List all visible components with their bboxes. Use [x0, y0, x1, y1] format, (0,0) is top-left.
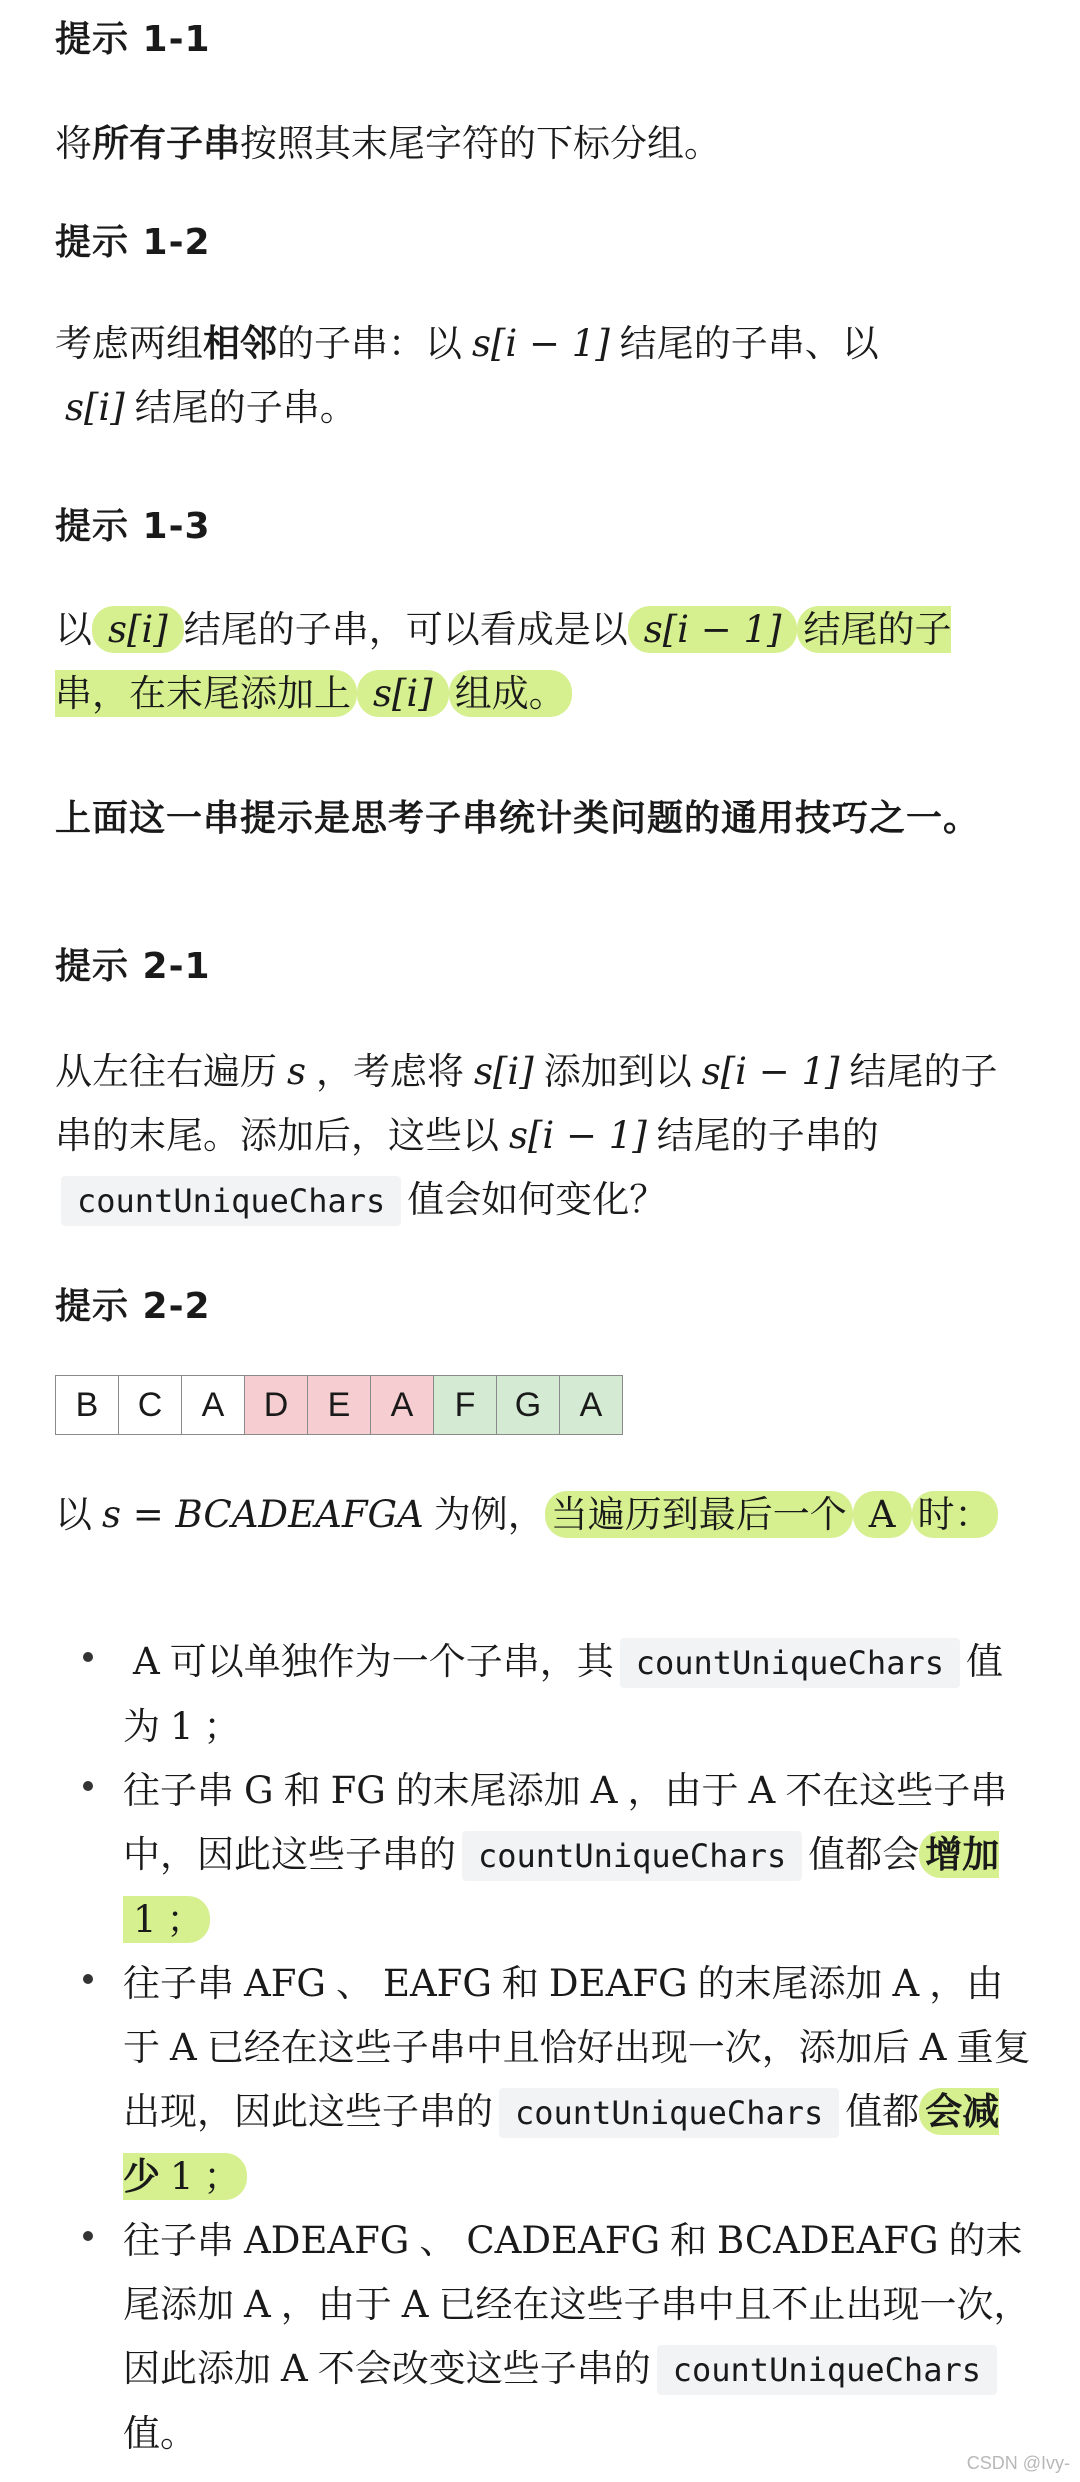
- char-cell: A: [560, 1376, 623, 1435]
- char-cell: E: [308, 1376, 371, 1435]
- list-item: 往子串 G 和 FG 的末尾添加 A ，由于 A 不在这些子串中，因此这些子串的 countUniqueChars 值都会 增加1 ；: [55, 1759, 1035, 1952]
- hint-1-2-text: 考虑两组相邻的子串：以 s[i − 1] 结尾的子串、以 s[i] 结尾的子串。: [55, 322, 879, 429]
- summary-heading: 上面这一串提示是思考子串统计类问题的通用技巧之一。: [55, 798, 981, 839]
- hint-heading-1-3: 提示 1-3: [55, 506, 211, 547]
- char-cell: D: [245, 1376, 308, 1435]
- list-item: A 可以单独作为一个子串，其 countUniqueChars 值为 1 ；: [55, 1630, 1035, 1759]
- char-cell: C: [119, 1376, 182, 1435]
- list-item: 往子串 ADEAFG 、 CADEAFG 和 BCADEAFG 的末尾添加 A ，由于 A 已经在这些子串中且不止出现一次，因此添加 A 不会改变这些子串的 countUniqueChars值。: [55, 2209, 1035, 2466]
- char-table-row: [56, 1376, 623, 1435]
- hint-heading-2-2: 提示 2-2: [55, 1286, 211, 1327]
- hint-heading-2-1: 提示 2-1: [55, 946, 211, 987]
- hint-1-1-text: 将所有子串按照其末尾字符的下标分组。: [55, 122, 721, 165]
- bullet-dot-icon: [83, 2231, 93, 2241]
- example-text: 以 s = BCADEAFGA 为例， 当遍历到最后一个 A 时：: [55, 1483, 1025, 1547]
- list-item: 往子串 AFG 、 EAFG 和 DEAFG 的末尾添加 A ，由于 A 已经在这些子串中且恰好出现一次，添加后 A 重复出现，因此这些子串的 countUniqueChars 值都 会减少 1 ；: [55, 1952, 1035, 2209]
- hint-heading-1-2: 提示 1-2: [55, 222, 211, 263]
- bullet-dot-icon: [83, 1652, 93, 1662]
- hint-1-3-text: 以 s[i] 结尾的子串，可以看成是以 s[i − 1] 结尾的子串，在末尾添加上 s[i] 组成。: [55, 608, 952, 715]
- bullet-dot-icon: [83, 1974, 93, 1984]
- char-cell: B: [56, 1376, 119, 1435]
- char-cell: F: [434, 1376, 497, 1435]
- bullet-list: [55, 1630, 1035, 2466]
- char-cell: A: [371, 1376, 434, 1435]
- char-cell: A: [182, 1376, 245, 1435]
- char-table: [55, 1375, 623, 1435]
- hint-heading-1-1: 提示 1-1: [55, 19, 211, 60]
- hint-2-1-text: 从左往右遍历 s ，考虑将 s[i] 添加到以 s[i − 1] 结尾的子串的末尾。添加后，这些以 s[i − 1] 结尾的子串的countUniqueChars 值会如何变化？: [55, 1040, 1025, 1233]
- watermark: CSDN @Ivy-: [966, 2453, 1070, 2473]
- bullet-dot-icon: [83, 1781, 93, 1791]
- char-cell: G: [497, 1376, 560, 1435]
